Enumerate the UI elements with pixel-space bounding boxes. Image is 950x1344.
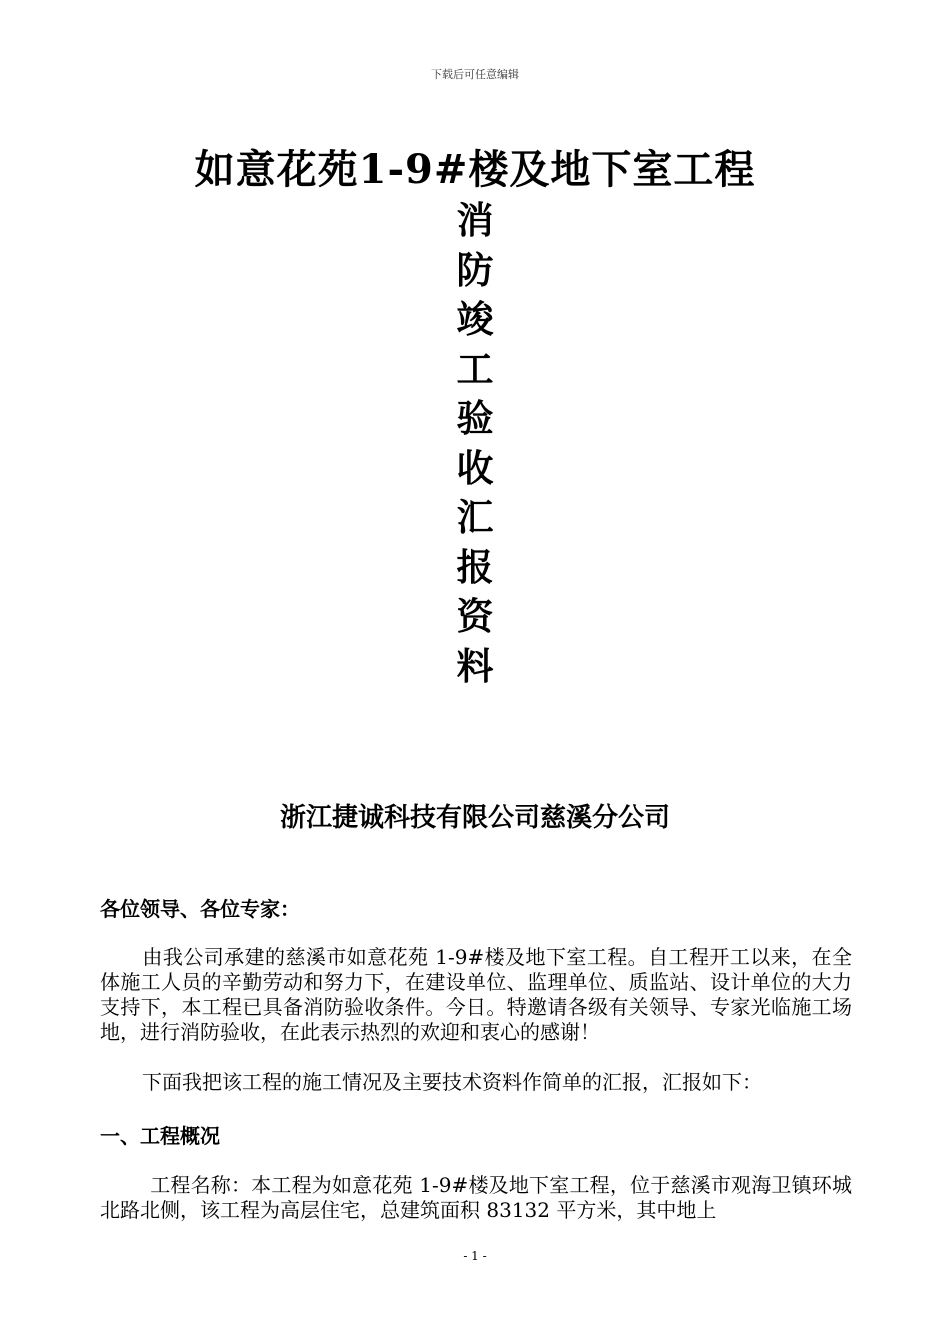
- header-note: 下载后可任意编辑: [431, 68, 519, 81]
- subtitle-char: 报: [456, 544, 494, 589]
- intro-paragraph: [100, 945, 852, 1045]
- subtitle-char: 竣: [456, 297, 494, 341]
- document-title: 如意花苑1-9#楼及地下室工程: [194, 146, 756, 193]
- vertical-subtitle: [450, 196, 500, 691]
- subtitle-char: 工: [456, 346, 494, 391]
- project-name-text: 工程名称：本工程为如意花苑 1-9#楼及地下室工程，位于慈溪市观海卫镇环城北路北侧，该工程为高层住宅，总建筑面积 83132 平方米，其中地上: [100, 1173, 852, 1222]
- company-name: 浙江捷诚科技有限公司慈溪分公司: [279, 803, 670, 833]
- subtitle-char: 验: [456, 396, 494, 440]
- section-heading: 一、工程概况: [100, 1124, 220, 1148]
- lead-in-paragraph: [100, 1070, 852, 1095]
- page-number: - 1 -: [463, 1249, 487, 1263]
- project-name-paragraph: [100, 1173, 852, 1223]
- subtitle-char: 料: [456, 643, 494, 688]
- subtitle-char: 消: [456, 198, 494, 242]
- subtitle-char: 资: [456, 594, 494, 638]
- subtitle-char: 汇: [456, 495, 494, 539]
- subtitle-char: 收: [456, 445, 494, 490]
- lead-in-text: 下面我把该工程的施工情况及主要技术资料作简单的汇报，汇报如下：: [142, 1070, 762, 1094]
- subtitle-char: 防: [456, 247, 494, 292]
- intro-text: 由我公司承建的慈溪市如意花苑 1-9#楼及地下室工程。自工程开工以来，在全体施工人员的辛勤劳动和努力下，在建设单位、监理单位、质监站、设计单位的大力支持下，本工程已具备消防验收条件。今日。特邀请各级有关领导、专家光临施工场地，进行消防验收，在此表示热烈的欢迎和衷心的感谢！: [100, 945, 852, 1044]
- greeting: 各位领导、各位专家：: [100, 897, 300, 921]
